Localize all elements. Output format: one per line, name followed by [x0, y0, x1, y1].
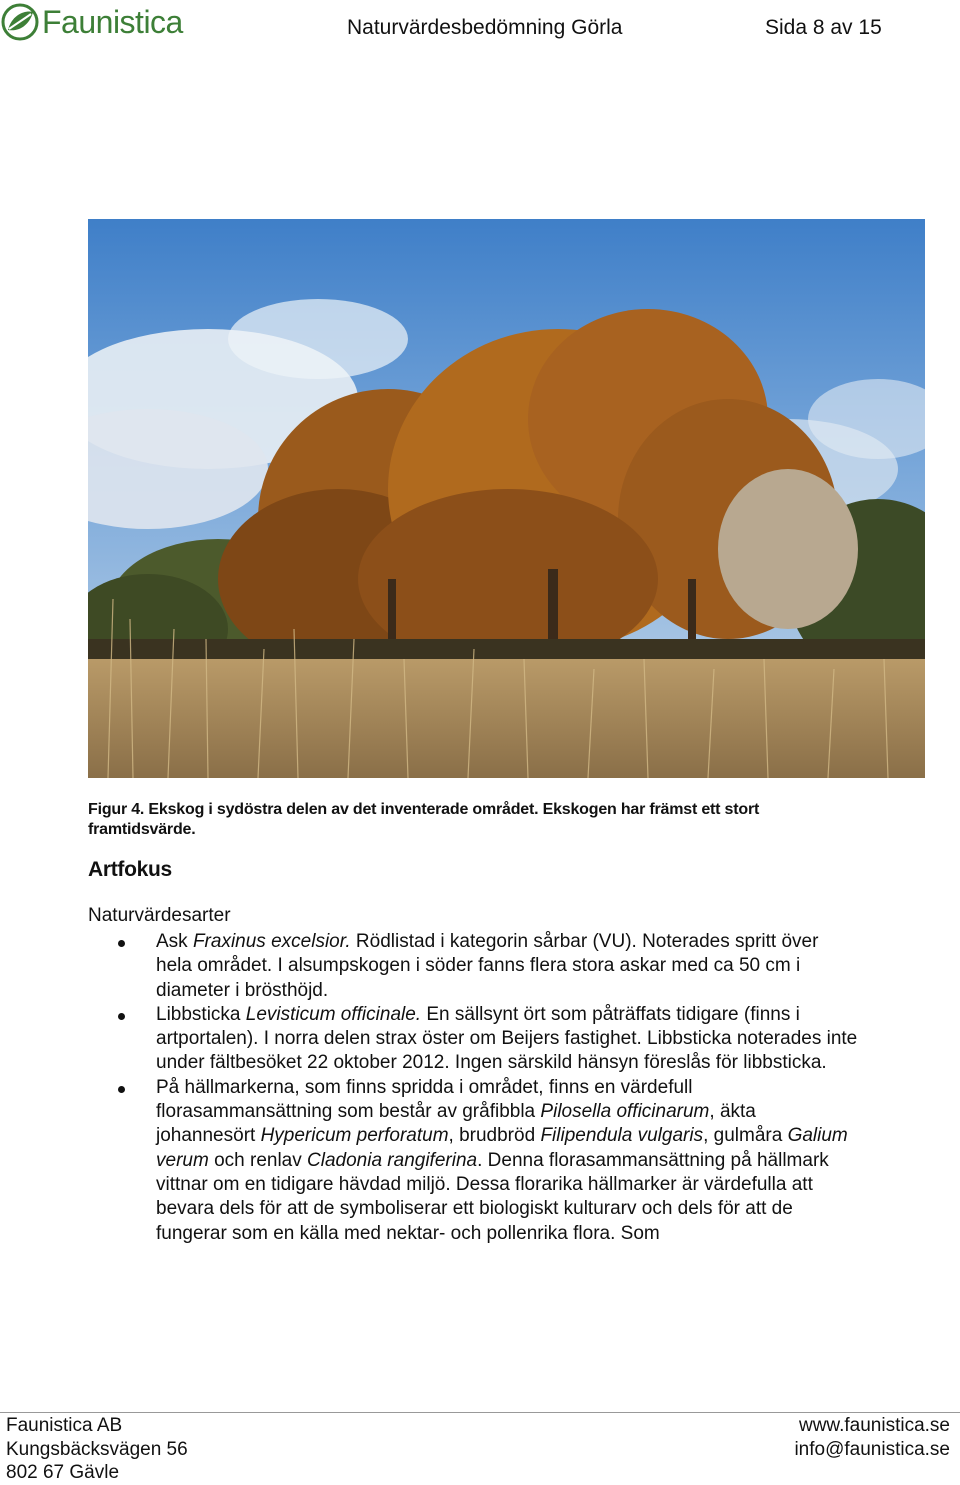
document-title: Naturvärdesbedömning Görla — [347, 16, 623, 39]
species-latin-name: Pilosella officinarum — [540, 1101, 710, 1123]
list-item-text — [156, 1076, 858, 1246]
footer-email-link[interactable]: info@faunistica.se — [794, 1438, 950, 1460]
text-run: och renlav — [208, 1149, 308, 1171]
page-number: Sida 8 av 15 — [765, 16, 882, 39]
footer-company: Faunistica AB — [6, 1415, 123, 1436]
text-run: Ask — [156, 931, 193, 952]
text-run: , gulmåra — [703, 1125, 788, 1147]
logo-wordmark: Faunistica — [42, 3, 183, 40]
text-run: Libbsticka — [156, 1003, 246, 1025]
footer-street: Kungsbäcksvägen 56 — [6, 1438, 188, 1460]
species-latin-name: Galium verum — [156, 1125, 848, 1171]
faunistica-logo — [0, 2, 183, 42]
text-run: , äkta johannesört — [156, 1101, 756, 1147]
species-latin-name: Cladonia rangiferina — [307, 1149, 478, 1171]
bullet-icon — [118, 940, 125, 947]
section-subheading: Naturvärdesarter — [88, 905, 231, 926]
text-run: Rödlistad i kategorin sårbar (VU). Noterades spritt över hela området. I alsumpskogen i söder fanns flera stora askar med ca 50 cm i diameter i brösthöjd. — [156, 931, 819, 1001]
species-latin-name: Levisticum officinale. — [245, 1003, 422, 1025]
footer-website-link[interactable]: www.faunistica.se — [798, 1415, 950, 1436]
leaf-icon — [0, 2, 40, 42]
section-heading: Artfokus — [88, 858, 172, 881]
species-latin-name: Hypericum perforatum — [260, 1125, 449, 1147]
footer-city: 802 67 Gävle — [6, 1462, 120, 1483]
figure-caption — [88, 800, 868, 840]
list-item — [118, 1003, 858, 1076]
footer-contact — [794, 1414, 950, 1461]
text-run: En sällsynt ört som påträffats tidigare (finns i artportalen). I norra delen strax öster om Beijers fastighet. Libbsticka noterades inte under fältbesöket 22 oktober 2012. Ingen särskild hänsyn föreslås för libbsticka. — [156, 1003, 858, 1074]
page-header — [0, 0, 960, 60]
footer-address — [6, 1414, 188, 1485]
footer-divider — [0, 1412, 960, 1413]
caption-line-2: framtidsvärde. — [88, 821, 196, 838]
text-run: På hällmarkerna, som finns spridda i området, finns en värdefull florasammansättning som består av gråfibbla — [156, 1076, 693, 1123]
text-run: , brudbröd — [448, 1125, 541, 1147]
species-latin-name: Fraxinus excelsior. — [192, 931, 351, 952]
caption-line-1: Figur 4. Ekskog i sydöstra delen av det inventerade området. Ekskogen har främst ett stort — [88, 801, 760, 818]
species-latin-name: Filipendula vulgaris — [540, 1125, 704, 1147]
bullet-icon — [118, 1013, 125, 1020]
list-item-text — [156, 1003, 858, 1076]
list-item — [118, 930, 858, 1003]
bullet-icon — [118, 1086, 125, 1093]
list-item-text — [156, 930, 858, 1003]
page-footer — [0, 1412, 960, 1483]
oak-forest-photo — [88, 219, 925, 778]
list-item — [118, 1076, 858, 1246]
species-list — [118, 930, 858, 1246]
text-run: . Denna florasammansättning på hällmark vittnar om en tidigare hävdad miljö. Dessa florarika hällmarker är värdefulla att bevara dels för att de symboliserar ett biologiskt kulturarv och dels för att de fungerar som en källa med nektar- och pollenrika flora. Som — [156, 1149, 829, 1244]
